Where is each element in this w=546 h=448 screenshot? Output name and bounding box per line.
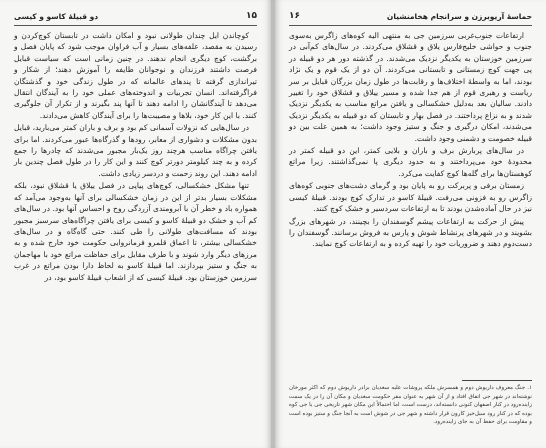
header-rule bbox=[289, 25, 532, 26]
page-number: ۱۵ bbox=[246, 11, 257, 21]
left-page-header bbox=[14, 9, 257, 23]
running-title: حماسهٔ آریوبرزن و سرانجام هخامنشیان bbox=[386, 11, 532, 21]
left-page-body bbox=[14, 30, 257, 284]
running-title: دو قبیلهٔ کاسو و کیسی bbox=[14, 11, 99, 21]
paragraph: کوچاندن ایل چندان طولانی نبود و امکان داشت در تابستان کوچ‌کردن و رسیدن به مقصد، علفه‌های بسیار و آب فراوان موجب شود که پایان فصل و برگشت، کوچ دیگری انجام ندهند. در چنین زمانی است که سیاست قبایل فرصت داشتند فرزندان و نوجوانان طایفه را آموزش دهند؛ از شکار و تیراندازی گرفته تا پندهای عالمانه که در طول زندگی خود و گذشتگان فراگرفته‌اند. انسان تجربیات و اندوخته‌های عملی خود را به آیندگان انتقال می‌دهد تا آیندگانشان را ادامه دهند تا آنها پند بگیرند و از تکرار آن جلوگیری کنند. با این کار خود، بلاها و مصیبت‌ها را برای آیندگان کاهش می‌دادند. bbox=[14, 31, 257, 120]
left-page bbox=[0, 0, 271, 448]
paragraph: در سال‌های پربارش برف و باران و بلایی کمتر، این دو قبیله کمتر در محدودهٔ خود می‌پرداختند و به حدود دیگری پا نمی‌گذاشتند. زیرا مراتع کوهستان‌ها برای گله‌ها کوچ کفایت می‌کرد. bbox=[289, 146, 532, 178]
page-number: ۱۶ bbox=[289, 11, 300, 21]
paragraph: زمستان برفی و پربرکت رو به پایان بود و گرمای دشت‌های جنوبی کوه‌های زاگرس رو به فزونی می‌رفت. قبیلهٔ کاسو در تدارک کوچ بودند. قبیلهٔ کیسی نیز در حال آماده‌شدن بودند تا به ارتفاعات سردسیر و خشک کوچ کنند. bbox=[289, 181, 532, 214]
paragraph: در سال‌هایی که نزولات آسمانی کم بود و برف و باران کمتر می‌بارید، قبایل بدون مشکلات و دشواری از معابر، رودها و گذرگاه‌ها عبور می‌کردند. اما برای یافتن چراگاه مناسب هرچند روز یک‌بار مجبور می‌شدند که چادرها را جمع کرده و به چند کیلومتر دورتر کوچ کنند و این کار را در طول فصل چندین بار ادامه دهند. این روند زحمت و دردسر زیادی داشت. bbox=[14, 123, 257, 178]
paragraph: ارتفاعات جنوب‌غربی سرزمین جی به منتهی الیه کوه‌های زاگرس به‌سوی جنوب و حواشی خلیج‌فارس یلاق و قشلاق می‌کردند. در سال‌های کم‌آبی در سرزمین خوزستان به یکدیگر نزدیک می‌شدند. در گذشته دور هر دو قبیله در پی جهت کوچ زمستانی و تابستانی می‌کردند. آن دو از یک قوم و یک نژاد بودند، اما به واسطهٔ اختلاف‌ها و رقابت‌ها در طول زمان بزرگان قبایل بر سر ریاست و رهبری قوم از هم جدا شده و مسیر ییلاق و قشلاق خود را تغییر دادند. سالیان بعد به‌دلیل خشکسالی و یافتن مراتع مناسب به یکدیگر نزدیک شدند و به نزاع پرداختند. در فصل بهار و تابستان که دو قبیله به یکدیگر نزدیک می‌شدند، امکان درگیری و جنگ و ستیز وجود داشت؛ به همین علت بین دو قبیله خصومت و دشمنی وجود داشت. bbox=[289, 31, 532, 143]
paragraph: پیش از حرکت به ارتفاعات پیشم گوسفندان را بچینند، در شهرهای بزرگ بشویند و در شهرهای پرنشاط شوش و پارس به فروش برسانند. گوسفندان را دست‌دوم دهند و ضروریات خود را تهیه کرده و به ارتفاعات کوچ نمایند. bbox=[289, 216, 532, 249]
header-rule bbox=[14, 25, 257, 26]
right-page bbox=[275, 0, 546, 448]
paragraph: تنها مشکل خشکسالی، کوچ‌های پیاپی در فصل ییلاق یا قشلاق نبود، بلکه مشکلات بسیار بدتر از این در زمان خشکسالی برای آنها به‌وجود می‌آمد که همواره باد و خطر آن با آبرومندی آزردگی روح و احساس آنها بود. در سال‌های کم آب و خشک دو قبیلهٔ کاسو و کیسی برای یافتن چراگاه‌های سرسبز مجبور بودند که مسافت‌های طولانی را طی کنند. حتی گاه‌گاه و در سال‌های خشکسالی بیشتر، تا اعماق قلمرو فرمانروایی حکومت خود خارج شده و به مرزهای دیگر وارد شوند و با طرف مقابل برای حفاظت مراتع خود با مهاجمان به جنگ و ستیز بپردازند. اما قبیلهٔ کاسو به لحاظ دارا بودن مراتع در غرب سرزمین خوزستان بود. قبیلهٔ کیسی که از اشعاب قبیلهٔ کاسو بود، در bbox=[14, 181, 257, 282]
right-page-header bbox=[289, 9, 532, 23]
right-page-body bbox=[289, 30, 532, 251]
footnote-rule bbox=[462, 380, 532, 381]
footnote: ۱. جنگ معروف داریوش دوم و همسرش ملکه پروشات علیه سغدیان برادر داریوش دوم که اکثر مورخان نوشته‌اند در شهر جی اتفاق افتاد و از آن شهر به عنوان مقر حکومت سغدیان و مکان آن را در یک سمت زاینده‌رود در کنار اصفهان کنونی دانسته‌اند، درست است، اما احتمالاً این مکان شهر تاریخی جی یا جی کوه بوده که در کنار رود سیل‌خیز کارون قرار داشته و شهر جی در شوش است به آنجا جنگ و ستیز بوده است و مقاومت برای حفظ آن به جای زاینده‌رود. bbox=[289, 385, 532, 426]
